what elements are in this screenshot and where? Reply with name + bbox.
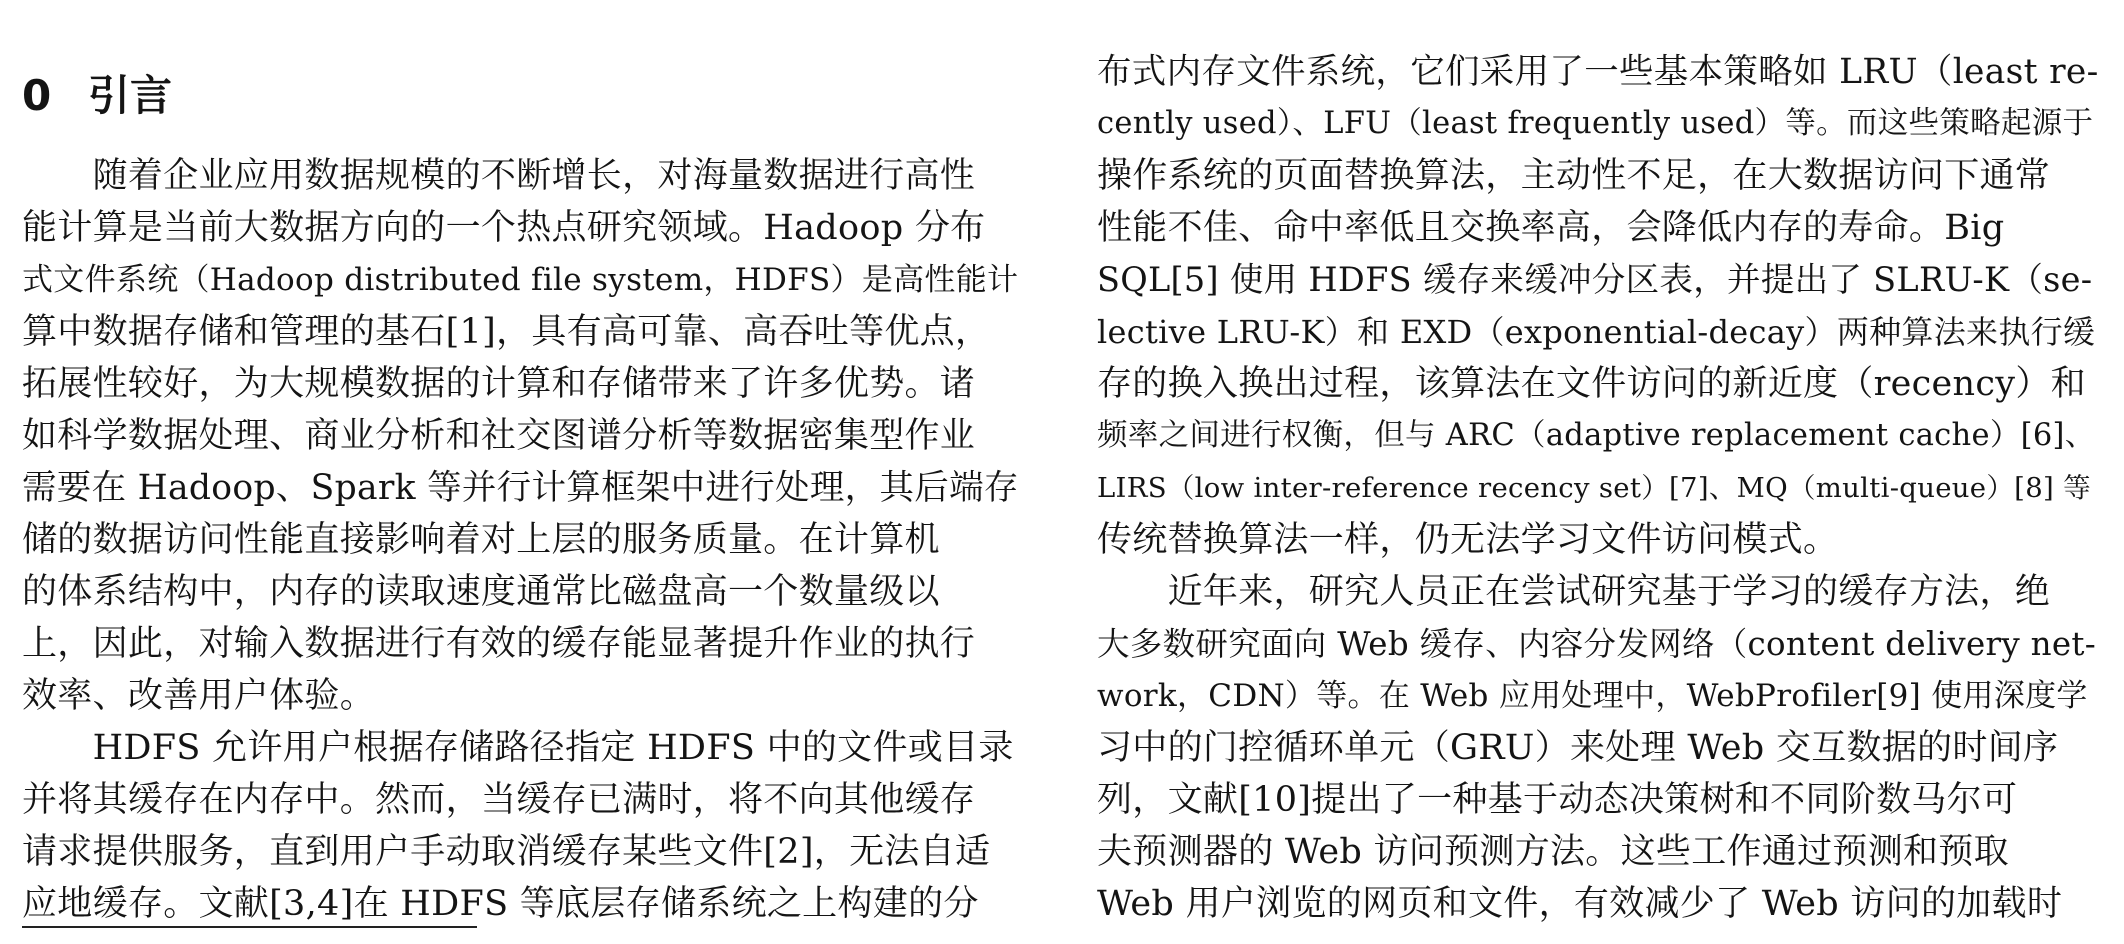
paragraph-line: 习中的门控循环单元（GRU）来处理 Web 交互数据的时间序 — [1097, 728, 2059, 768]
paragraph-line: 存的换入换出过程，该算法在文件访问的新近度（recency）和 — [1097, 364, 2086, 404]
paragraph-line: 布式内存文件系统，它们采用了一些基本策略如 LRU（least re- — [1097, 52, 2099, 92]
paragraph-line: lective LRU-K）和 EXD（exponential-decay）两种算法来执行缓 — [1097, 313, 2096, 351]
paragraph-line: 储的数据访问性能直接影响着对上层的服务质量。在计算机 — [22, 520, 940, 560]
paragraph-line: 操作系统的页面替换算法，主动性不足，在大数据访问下通常 — [1097, 156, 2051, 196]
paragraph-line: 的体系结构中，内存的读取速度通常比磁盘高一个数量级以 — [22, 572, 940, 612]
paragraph-line: 能计算是当前大数据方向的一个热点研究领域。Hadoop 分布 — [22, 208, 986, 248]
paragraph-line: work，CDN）等。在 Web 应用处理中，WebProfiler[9] 使用深度学 — [1097, 678, 2088, 714]
paragraph-line: LIRS（low inter-reference recency set）[7]、MQ（multi-queue）[8] 等 — [1097, 472, 2091, 504]
paragraph-line: 频率之间进行权衡，但与 ARC（adaptive replacement cache）[6]、 — [1097, 418, 2096, 453]
paragraph-line: 随着企业应用数据规模的不断增长，对海量数据进行高性 — [22, 156, 976, 196]
paragraph-line: 算中数据存储和管理的基石[1]，具有高可靠、高吞吐等优点， — [22, 312, 991, 352]
paragraph-line: 式文件系统（Hadoop distributed file system，HDFS）是高性能计 — [22, 262, 1019, 298]
footnote-separator — [22, 926, 477, 928]
paragraph-line: 请求提供服务，直到用户手动取消缓存某些文件[2]，无法自适 — [22, 832, 991, 872]
paragraph-line: cently used）、LFU（least frequently used）等。而这些策略起源于 — [1097, 106, 2094, 141]
paragraph-line: 上，因此，对输入数据进行有效的缓存能显著提升作业的执行 — [22, 624, 976, 664]
paragraph-line: 拓展性较好，为大规模数据的计算和存储带来了许多优势。诸 — [22, 364, 976, 404]
paragraph-line: 效率、改善用户体验。 — [22, 676, 376, 716]
paragraph-line: 应地缓存。文献[3,4]在 HDFS 等底层存储系统之上构建的分 — [22, 884, 979, 924]
paragraph-line: 如科学数据处理、商业分析和社交图谱分析等数据密集型作业 — [22, 416, 976, 456]
paragraph-line: 并将其缓存在内存中。然而，当缓存已满时，将不向其他缓存 — [22, 780, 976, 820]
paragraph-line: 夫预测器的 Web 访问预测方法。这些工作通过预测和预取 — [1097, 832, 2009, 872]
paragraph-line: SQL[5] 使用 HDFS 缓存来缓冲分区表，并提出了 SLRU-K（se- — [1097, 260, 2093, 299]
paragraph-line: 需要在 Hadoop、Spark 等并行计算框架中进行处理，其后端存 — [22, 468, 1019, 508]
section-title: 引言 — [88, 71, 173, 120]
paragraph-line: 传统替换算法一样，仍无法学习文件访问模式。 — [1097, 520, 1839, 560]
paragraph-line: 性能不佳、命中率低且交换率高，会降低内存的寿命。Big — [1097, 208, 2005, 248]
section-heading — [22, 68, 172, 124]
section-number: 0 — [22, 71, 52, 120]
paragraph-line: 列，文献[10]提出了一种基于动态决策树和不同阶数马尔可 — [1097, 780, 2018, 820]
paragraph-line: HDFS 允许用户根据存储路径指定 HDFS 中的文件或目录 — [22, 728, 1014, 768]
paragraph-line: Web 用户浏览的网页和文件，有效减少了 Web 访问的加载时 — [1097, 884, 2063, 924]
paragraph-line: 近年来，研究人员正在尝试研究基于学习的缓存方法，绝 — [1097, 572, 2051, 612]
paragraph-line: 大多数研究面向 Web 缓存、内容分发网络（content delivery net- — [1097, 625, 2097, 663]
